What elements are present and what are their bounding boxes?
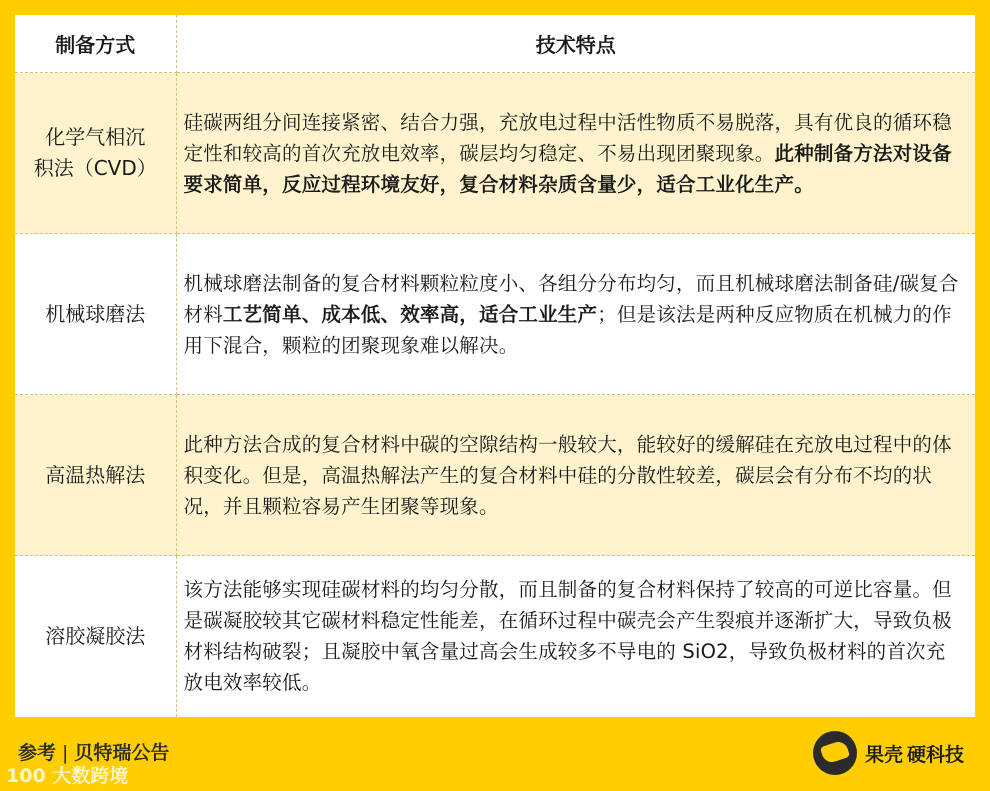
header-method: 制备方式 (15, 15, 176, 73)
table-row (15, 395, 975, 556)
method-label-line1: 化学气相沉 (45, 125, 146, 149)
source-separator: | (62, 742, 69, 764)
table-row (15, 73, 975, 234)
brand-name-part2: 硬科技 (906, 743, 964, 766)
source-name: 贝特瑞公告 (74, 742, 170, 764)
brand-name (865, 740, 964, 767)
table-row (15, 556, 975, 717)
brand (813, 731, 964, 775)
features-text: 硅碳两组分间连接紧密、结合力强，充放电过程中活性物质不易脱落，具有优良的循环稳定性和较高的首次充放电效率，碳层均匀稳定、不易出现团聚现象。 (183, 110, 952, 165)
features-cell: 此种方法合成的复合材料中碳的空隙结构一般较大，能较好的缓解硅在充放电过程中的体积变化。但是，高温热解法产生的复合材料中硅的分散性较差，碳层会有分布不均的状况，并且颗粒容易产生团聚等现象。 (176, 395, 975, 556)
features-cell (176, 234, 975, 395)
method-cell: 溶胶凝胶法 (15, 556, 176, 717)
method-cell: 机械球磨法 (15, 234, 176, 395)
source-label: 参考 (18, 742, 57, 764)
comparison-table (15, 15, 975, 717)
features-cell: 该方法能够实现硅碳材料的均匀分散，而且制备的复合材料保持了较高的可逆比容量。但是碳凝胶较其它碳材料稳定性能差，在循环过程中碳壳会产生裂痕并逐渐扩大，导致负极材料结构破裂；且凝胶中氧含量过高会生成较多不导电的 SiO2，导致负极材料的首次充放电效率较低。 (176, 556, 975, 717)
features-text: 机械球磨法制备的复合材料颗粒粒度小、各组分分布均匀，而且机械球磨法制备硅/碳复合材料 (183, 271, 959, 326)
method-label-line2: 积法（CVD） (33, 156, 157, 180)
table-row (15, 234, 975, 395)
table-header-row (15, 15, 975, 73)
features-text-bold: 此种制备方法对设备要求简单，反应过程环境友好，复合材料杂质含量少，适合工业化生产。 (183, 141, 952, 196)
features-text-bold: 工艺简单、成本低、效率高，适合工业生产 (222, 302, 598, 326)
watermark-text: 100 大数跨境 (6, 765, 129, 787)
header-features: 技术特点 (176, 15, 975, 73)
features-text: ；但是该法是两种反应物质在机械力的作用下混合，颗粒的团聚现象难以解决。 (183, 302, 952, 357)
guokr-logo-icon (813, 731, 857, 775)
method-cell: 高温热解法 (15, 395, 176, 556)
features-cell (176, 73, 975, 234)
brand-name-part1: 果壳 (864, 743, 903, 766)
method-cell (15, 73, 176, 234)
comparison-table-container (15, 15, 975, 717)
